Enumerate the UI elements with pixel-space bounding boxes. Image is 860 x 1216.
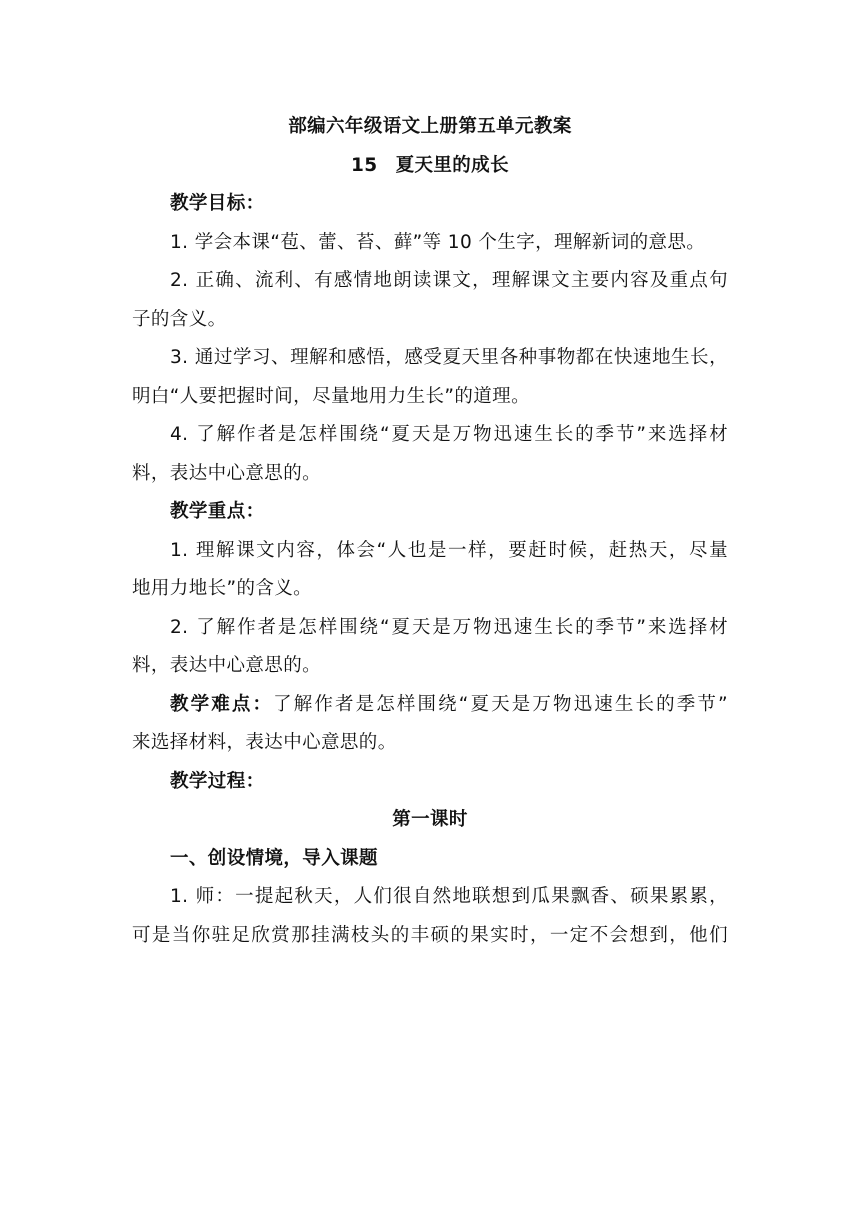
- key-points-heading: 教学重点：: [170, 501, 265, 522]
- objective-1: 1. 学会本课“苞、蕾、苔、藓”等 10 个生字，理解新词的意思。: [170, 231, 706, 253]
- objective-4-line-2: 料，表达中心意思的。: [132, 462, 322, 484]
- difficulty-line-2: 来选择材料，表达中心意思的。: [132, 732, 397, 753]
- document-page: [132, 108, 728, 955]
- key-point-2-line-2: 料，表达中心意思的。: [132, 655, 322, 676]
- objective-3-line-1: 3. 通过学习、理解和感悟，感受夏天里各种事物都在快速地生长，: [170, 347, 728, 368]
- section-1-paragraph-line-1: 1. 师：一提起秋天，人们很自然地联想到瓜果飘香、硕果累累，: [170, 886, 728, 907]
- lesson-title: 夏天里的成长: [395, 154, 509, 176]
- section-1-heading: 一、创设情境，导入课题: [170, 847, 378, 869]
- key-point-1-line-2: 地用力地长”的含义。: [132, 578, 313, 599]
- objective-3-line-2: 明白“人要把握时间，尽量地用力生长”的道理。: [132, 385, 530, 407]
- difficulty-heading: 教学难点：: [170, 693, 274, 715]
- difficulty-text: 了解作者是怎样围绕“夏天是万物迅速生长的季节”: [273, 693, 728, 715]
- section-1-paragraph-line-2: 可是当你驻足欣赏那挂满枝头的丰硕的果实时，一定不会想到，他们: [132, 924, 728, 946]
- key-point-2-line-1: 2. 了解作者是怎样围绕“夏天是万物迅速生长的季节”来选择材: [170, 616, 728, 638]
- period-heading: 第一课时: [392, 809, 468, 830]
- lesson-heading: [132, 147, 728, 186]
- key-point-1-line-1: 1. 理解课文内容，体会“人也是一样，要赶时候，赶热天，尽量: [170, 539, 728, 561]
- objective-2-line-2: 子的含义。: [132, 308, 227, 330]
- difficulty-line-1: [132, 686, 728, 725]
- lesson-number: 15: [351, 154, 378, 176]
- process-heading: 教学过程：: [170, 770, 265, 792]
- document-title: 部编六年级语文上册第五单元教案: [288, 116, 572, 137]
- objective-4-line-1: 4. 了解作者是怎样围绕“夏天是万物迅速生长的季节”来选择材: [170, 424, 728, 445]
- objective-2-line-1: 2. 正确、流利、有感情地朗读课文，理解课文主要内容及重点句: [170, 270, 728, 291]
- objectives-heading: 教学目标：: [170, 193, 265, 214]
